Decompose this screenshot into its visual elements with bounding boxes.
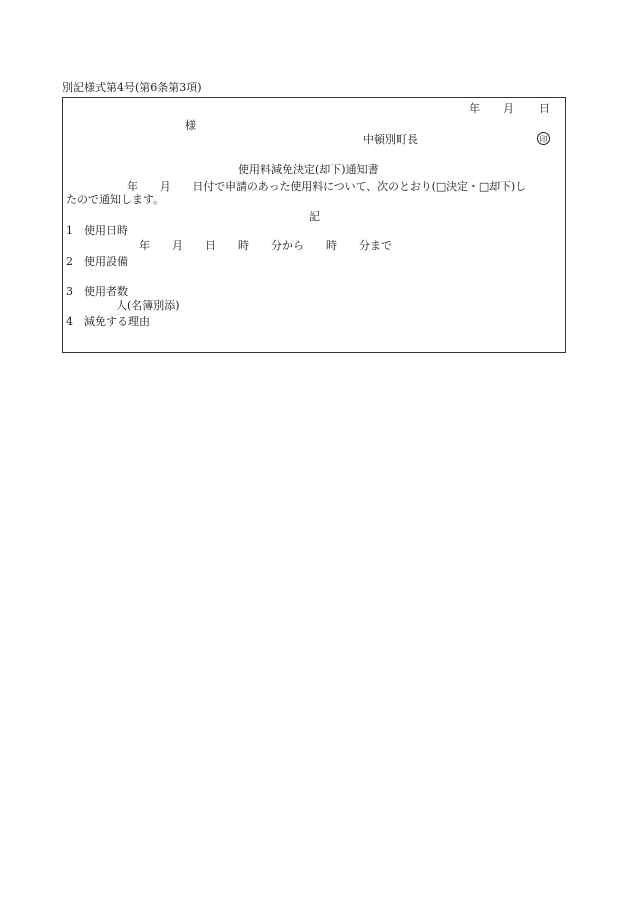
item2-label: 2 使用設備 bbox=[66, 255, 128, 268]
notice-title: 使用料減免決定(却下)通知書 bbox=[238, 163, 379, 176]
notice-body-line1: 年 月 日付で申請のあった使用料について、次のとおり(□決定・□却下)し bbox=[127, 180, 527, 193]
item4-label: 4 減免する理由 bbox=[66, 315, 150, 328]
notice-ki: 記 bbox=[309, 210, 320, 223]
item3-label: 3 使用者数 bbox=[66, 285, 128, 298]
addressee-honorific: 様 bbox=[185, 119, 196, 132]
item3-value: 人(名簿別添) bbox=[116, 299, 180, 312]
item1-value: 年 月 日 時 分から 時 分まで bbox=[139, 239, 392, 252]
date-day-label: 日 bbox=[539, 102, 550, 115]
date-year-label: 年 bbox=[469, 102, 480, 115]
notice-body-line2: たので通知します。 bbox=[66, 193, 165, 206]
date-month-label: 月 bbox=[503, 102, 514, 115]
seal-stamp: 印 bbox=[537, 132, 550, 145]
item1-label: 1 使用日時 bbox=[66, 224, 128, 237]
issuer-name: 中頓別町長 bbox=[363, 133, 418, 146]
form-number: 別記様式第4号(第6条第3項) bbox=[62, 81, 202, 94]
